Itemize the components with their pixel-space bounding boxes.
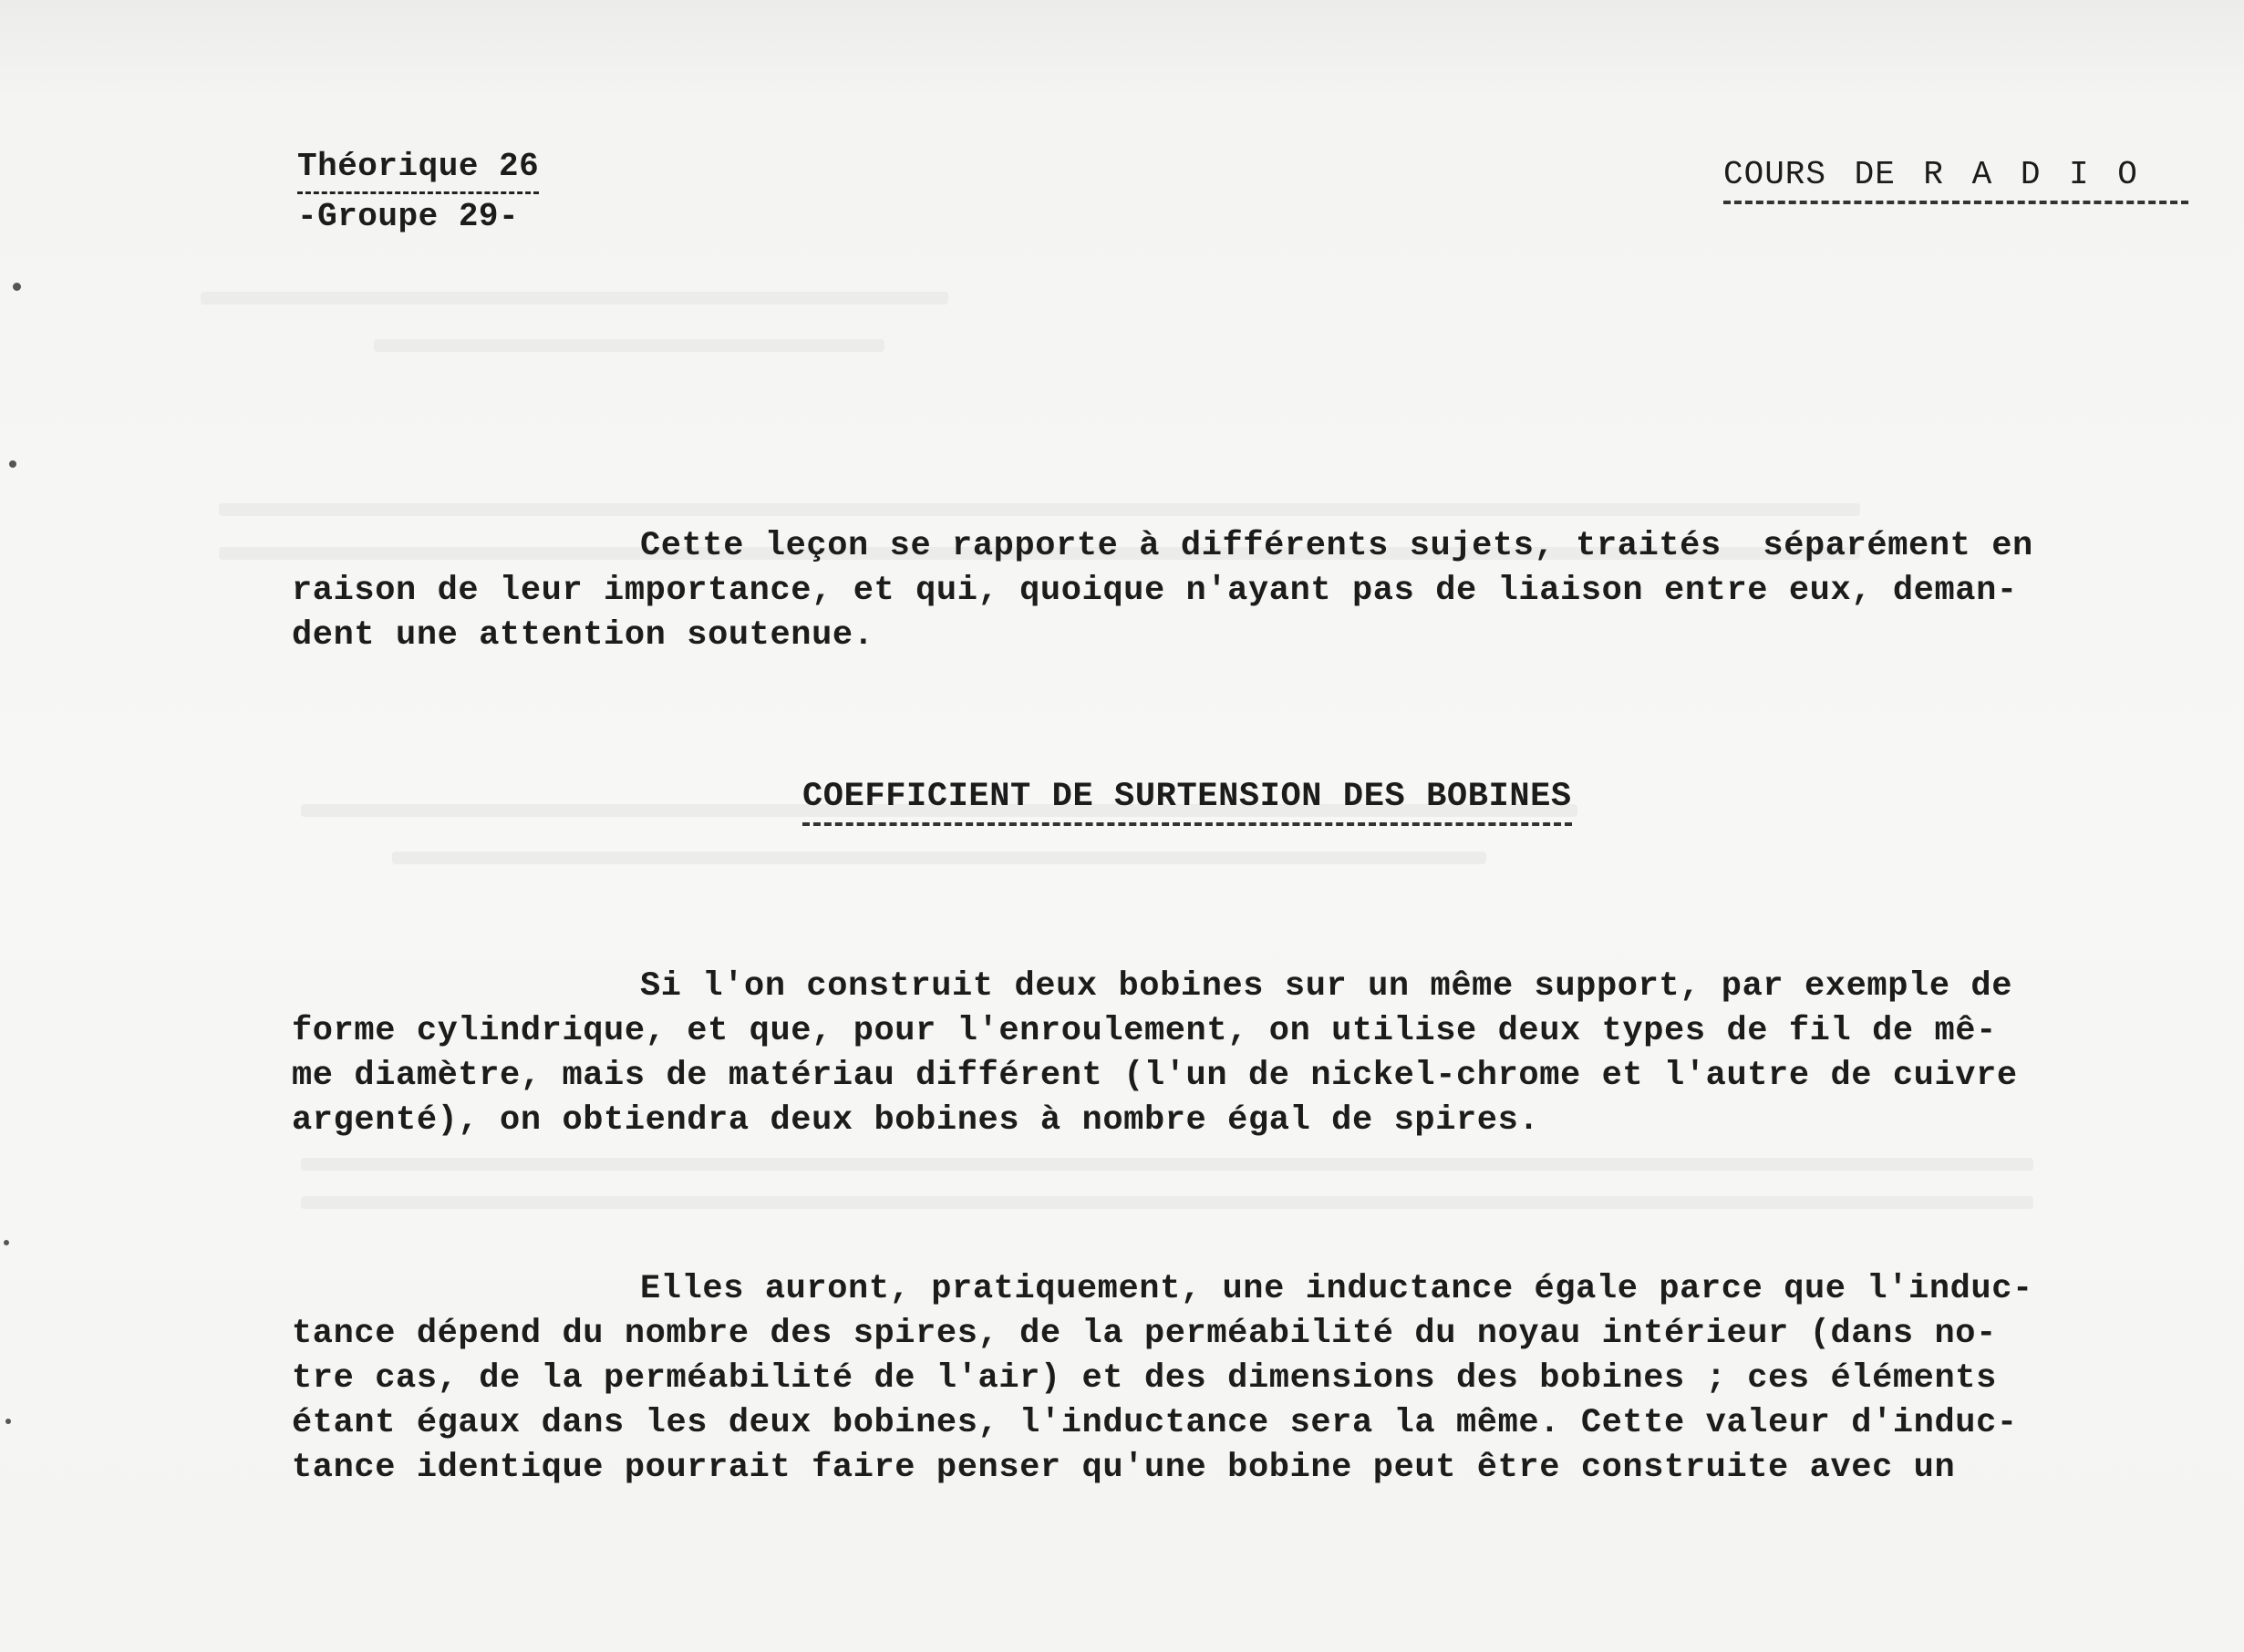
paragraph-line: tre cas, de la perméabilité de l'air) et des dimensions des bobines ; ces éléments <box>292 1359 1997 1398</box>
scan-speck <box>13 283 21 291</box>
course-title-text: COURS DE R A D I O <box>1723 156 2138 193</box>
scan-speck <box>5 1419 11 1424</box>
paragraph-1 <box>292 965 2225 1143</box>
intro-line: raison de leur importance, et qui, quoique n'ayant pas de liaison entre eux, deman- <box>292 572 2018 610</box>
paragraph-line: me diamètre, mais de matériau différent (l'un de nickel-chrome et l'autre de cuivre <box>292 1057 2018 1095</box>
intro-line: Cette leçon se rapporte à différents sujets, traités séparément en <box>640 527 2033 565</box>
paragraph-line: argenté), on obtiendra deux bobines à nombre égal de spires. <box>292 1101 1540 1140</box>
bleed-through <box>301 1196 2033 1209</box>
section-title-text: COEFFICIENT DE SURTENSION DES BOBINES <box>802 778 1572 816</box>
course-title <box>1723 157 2188 204</box>
header-left <box>297 144 539 240</box>
scan-speck <box>9 460 16 468</box>
paragraph-line: étant égaux dans les deux bobines, l'inductance sera la même. Cette valeur d'induc- <box>292 1404 2018 1442</box>
bleed-through <box>219 503 1860 516</box>
bleed-through <box>374 339 884 352</box>
lesson-number: Théorique 26 <box>297 144 539 194</box>
paragraph-line: tance dépend du nombre des spires, de la perméabilité du noyau intérieur (dans no- <box>292 1315 1997 1353</box>
group-number: -Groupe 29- <box>297 198 520 235</box>
paragraph-line: Si l'on construit deux bobines sur un même support, par exemple de <box>640 967 2013 1006</box>
section-title-underline <box>802 822 1572 826</box>
course-title-underline <box>1723 201 2188 204</box>
bleed-through <box>201 292 948 305</box>
intro-paragraph <box>292 524 2225 658</box>
paragraph-line: Elles auront, pratiquement, une inductance égale parce que l'induc- <box>640 1270 2033 1308</box>
scan-speck <box>4 1240 9 1245</box>
paragraph-line: forme cylindrique, et que, pour l'enroulement, on utilise deux types de fil de mê- <box>292 1012 1997 1050</box>
section-title <box>802 777 1572 826</box>
bleed-through <box>301 1158 2033 1171</box>
bleed-through <box>392 852 1486 864</box>
paragraph-line: tance identique pourrait faire penser qu'une bobine peut être construite avec un <box>292 1449 1956 1487</box>
paragraph-2 <box>292 1267 2225 1491</box>
intro-line: dent une attention soutenue. <box>292 616 874 655</box>
